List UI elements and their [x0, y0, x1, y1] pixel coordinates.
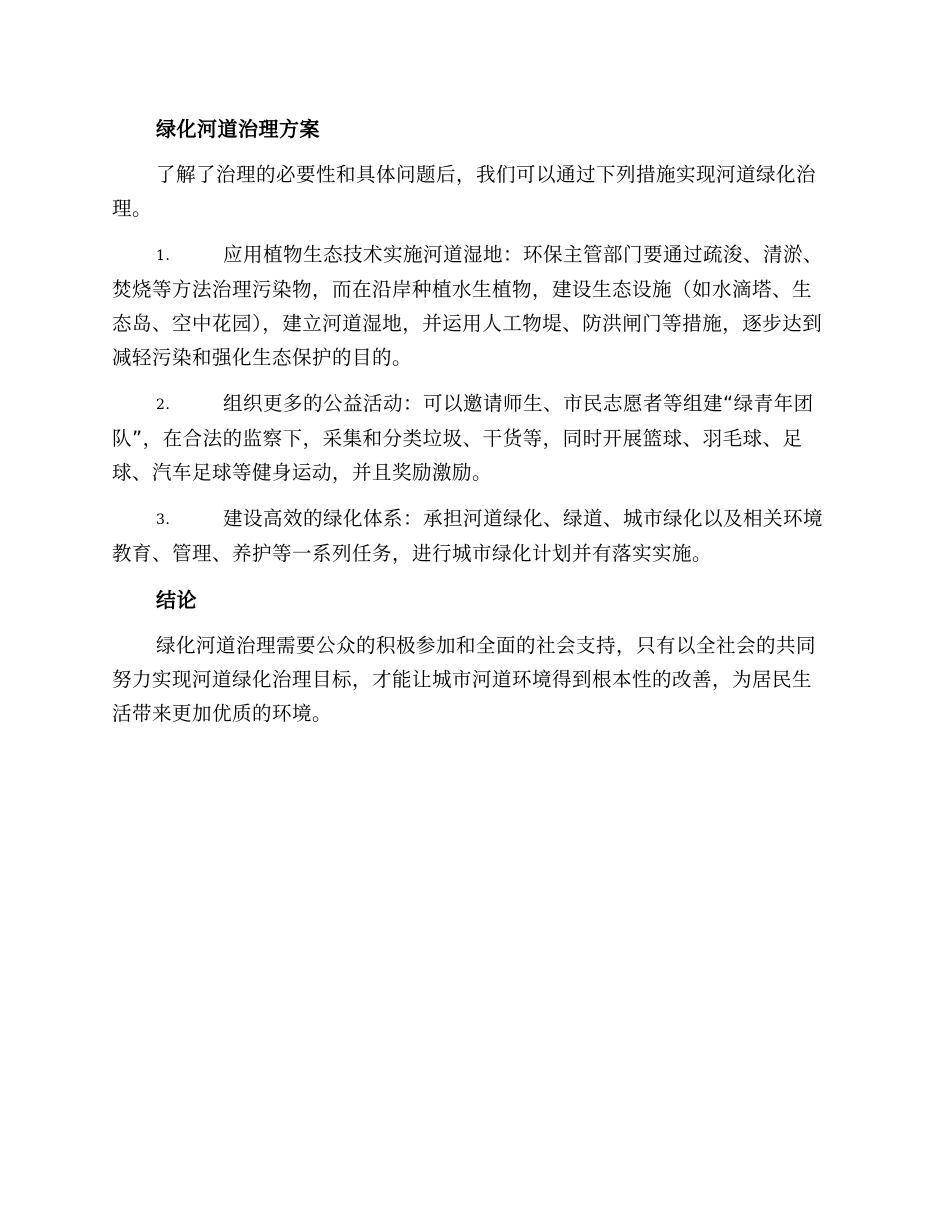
section-title-conclusion: 结论: [156, 588, 197, 612]
document-body: [112, 112, 830, 731]
section-title-plan: 绿化河道治理方案: [156, 117, 320, 141]
list-item-text: 应用植物生态技术实施河道湿地：环保主管部门要通过疏浚、清淤、焚烧等方法治理污染物，而在沿岸种植水生植物，建设生态设施（如水滴塔、生态岛、空中花园），建立河道湿地，并运用人工物堤、防洪闸门等措施，逐步达到减轻污染和强化生态保护的目的。: [112, 243, 824, 369]
conclusion-paragraph: 绿化河道治理需要公众的积极参加和全面的社会支持，只有以全社会的共同努力实现河道绿化治理目标，才能让城市河道环境得到根本性的改善，为居民生活带来更加优质的环境。: [112, 634, 817, 725]
list-item-number: 1.: [156, 248, 171, 264]
list-item-text: 组织更多的公益活动：可以邀请师生、市民志愿者等组建“绿青年团队”，在合法的监察下，采集和分类垃圾、干货等，同时开展篮球、羽毛球、足球、汽车足球等健身运动，并且奖励激励。: [112, 392, 814, 484]
list-item-text: 建设高效的绿化体系：承担河道绿化、绿道、城市绿化以及相关环境教育、管理、养护等一系列任务，进行城市绿化计划并有落实实施。: [112, 507, 824, 565]
list-item: [112, 238, 830, 375]
list-item-number: 3.: [156, 512, 171, 528]
list-item: [112, 502, 830, 571]
list-item-number: 2.: [156, 397, 171, 413]
list-item: [112, 387, 830, 490]
intro-paragraph: 了解了治理的必要性和具体问题后，我们可以通过下列措施实现河道绿化治理。: [112, 163, 817, 220]
